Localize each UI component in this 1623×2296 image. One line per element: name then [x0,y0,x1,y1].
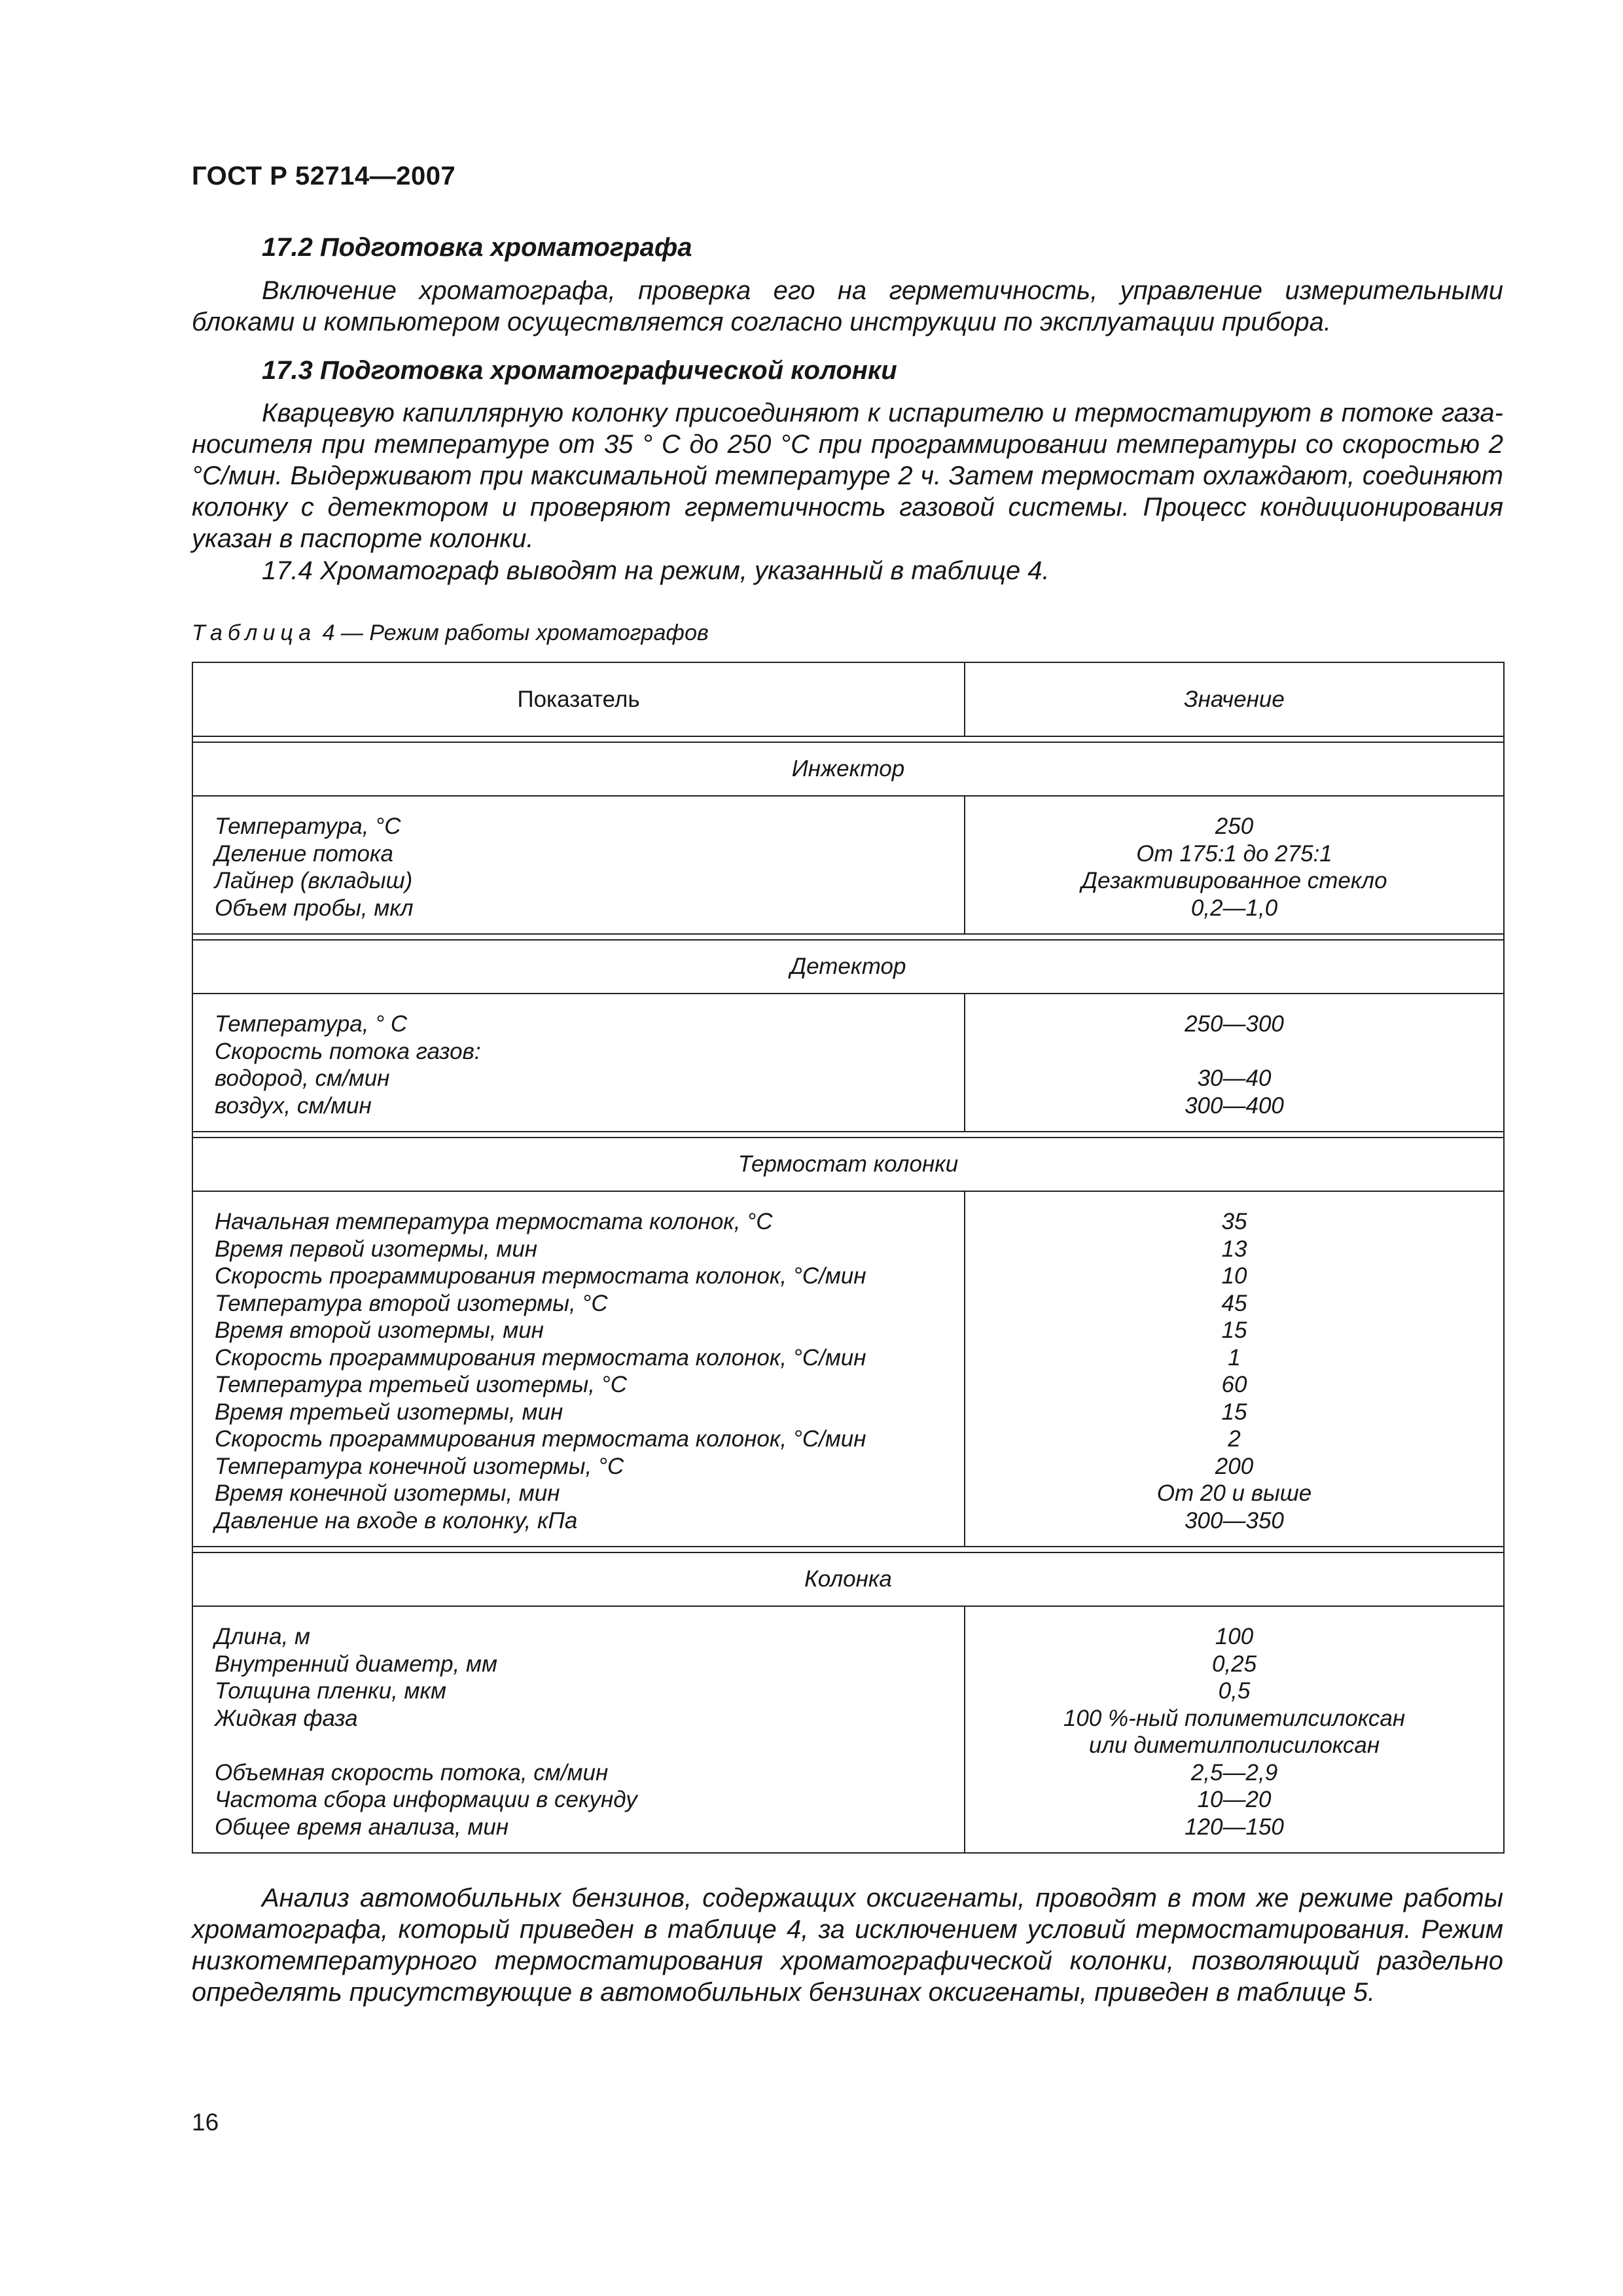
parameter-value: 0,2—1,0 [1190,895,1278,921]
section-title: Колонка [192,1552,1504,1606]
parameter-name: Температура третьей изотермы, °С [215,1372,627,1397]
section-17-4-text: 17.4 Хроматограф выводят на режим, указанный в таблице 4. [262,556,1050,585]
parameter-name: Объемная скорость потока, см/мин [215,1759,609,1785]
parameter-value: 0,5 [1218,1678,1251,1704]
parameter-value: 250—300 [1185,1011,1284,1037]
table-gap-row [192,934,1504,940]
parameter-name: воздух, см/мин [215,1092,372,1119]
document-code: ГОСТ Р 52714—2007 [192,162,456,190]
parameter-value: 250 [1215,814,1254,839]
parameter-name: Время конечной изотермы, мин [215,1480,560,1506]
parameter-name: Температура конечной изотермы, °С [215,1453,624,1479]
parameter-name: Скорость программирования термостата колонок, °С/мин [215,1344,866,1371]
parameter-name: Общее время анализа, мин [215,1814,509,1840]
parameter-name: Толщина пленки, мкм [215,1678,447,1704]
values-cell [965,1606,1504,1853]
parameter-value: 300—400 [1185,1092,1284,1119]
parameter-name [215,1732,964,1759]
parameters-cell [192,1606,965,1853]
table-caption-title: 4 — Режим работы хроматографов [316,620,709,645]
parameter-value: или диметилполисилоксан [1088,1732,1380,1758]
parameter-value: 15 [1221,1399,1247,1425]
parameter-value: 10 [1221,1263,1247,1289]
parameter-value: 30—40 [1197,1066,1272,1091]
table-section-row [192,1138,1504,1191]
parameter-value: 15 [1221,1318,1247,1343]
table-gap-row [192,1547,1504,1552]
page-number: 16 [192,2109,219,2136]
section-title: Детектор [192,940,1504,994]
parameter-name: Давление на входе в колонку, кПа [215,1507,578,1534]
parameter-value: 2,5—2,9 [1190,1759,1278,1785]
parameter-value: 300—350 [1185,1507,1284,1534]
table-section-row [192,940,1504,994]
parameter-value: 2 [1228,1426,1241,1452]
parameter-name: Объем пробы, мкл [215,895,414,921]
parameter-name: Начальная температура термостата колонок, °С [215,1209,773,1234]
parameter-value: 100 [1215,1624,1254,1649]
table-gap-cell [192,1132,1504,1138]
parameter-name: Частота сбора информации в секунду [215,1787,637,1812]
parameter-name: Скорость программирования термостата колонок, °С/мин [215,1263,866,1289]
table-section-row [192,742,1504,796]
parameter-value: 10—20 [1197,1787,1272,1812]
values-cell [965,1191,1504,1547]
parameter-name: Внутренний диаметр, мм [215,1651,497,1677]
parameter-name: Время первой изотермы, мин [215,1236,538,1262]
table-gap-cell [192,934,1504,940]
parameter-name: Температура, °С [215,814,401,839]
parameter-value: 120—150 [1185,1814,1284,1840]
parameter-name: Деление потока [215,840,394,867]
table-caption-prefix: Таблица [192,620,317,645]
values-cell [965,994,1504,1132]
section-17-2-text: Включение хроматографа, проверка его на герметичность, управление измерительными блоками и компьютером осуществляется согласно инструкции по эксплуатации прибора. [192,276,1503,336]
bottom-paragraph: Анализ автомобильных бензинов, содержащих оксигенаты, проводят в том же режиме работы хроматографа, который приведен в таблице 4, за исключением условий термостатирования. Режим низкотемпературного термостатирования хроматографической колонки, позволяющий раздельно определять присутствующие в автомобильных бензинах оксигенаты, приведен в таблице 5. [192,1884,1503,2007]
column-header-value: Значение [965,662,1504,736]
table-body [192,736,1504,1853]
parameter-value: 200 [1215,1453,1254,1479]
parameters-cell [192,796,965,934]
parameter-name: Время третьей изотермы, мин [215,1399,563,1425]
table-section-row [192,1552,1504,1606]
parameter-value: От 20 и выше [1156,1480,1312,1506]
table-gap-cell [192,736,1504,742]
section-title: Термостат колонки [192,1138,1504,1191]
parameter-name: Длина, м [215,1624,311,1649]
section-17-3-heading: 17.3 Подготовка хроматографической колонки [262,356,897,385]
table-gap-row [192,1132,1504,1138]
parameter-name: Жидкая фаза [215,1705,358,1731]
parameter-value: 45 [1221,1290,1247,1316]
table-row [192,796,1504,934]
parameter-value: 13 [1221,1236,1247,1262]
parameter-name: Время второй изотермы, мин [215,1318,544,1343]
section-17-2-heading: 17.2 Подготовка хроматографа [262,233,692,262]
parameter-name: Скорость потока газов: [215,1038,481,1064]
parameter-value: 1 [1228,1344,1241,1371]
table-row [192,1606,1504,1853]
parameter-name: Скорость программирования термостата колонок, °С/мин [215,1426,866,1452]
table-row [192,994,1504,1132]
parameter-value: 0,25 [1211,1651,1257,1677]
table-header-row [192,662,1504,736]
table-gap-row [192,736,1504,742]
section-title: Инжектор [192,742,1504,796]
parameter-name: водород, см/мин [215,1066,390,1091]
parameter-value [965,1038,1503,1066]
parameter-value: 100 %-ный полиметилсилоксан [1063,1705,1406,1731]
values-cell [965,796,1504,934]
parameter-value: 35 [1221,1209,1247,1234]
table-row [192,1191,1504,1547]
table-caption [192,620,709,646]
table-gap-cell [192,1547,1504,1552]
parameters-cell [192,994,965,1132]
parameters-cell [192,1191,965,1547]
table-4 [192,662,1505,1854]
parameter-value: 60 [1221,1372,1247,1397]
parameter-name: Температура, ° С [215,1011,408,1037]
parameter-value: Дезактивированное стекло [1081,868,1387,893]
parameter-name: Лайнер (вкладыш) [215,868,413,893]
parameter-value: От 175:1 до 275:1 [1136,840,1332,867]
column-header-indicator: Показатель [192,662,965,736]
parameter-name: Температура второй изотермы, °С [215,1290,608,1316]
section-17-3-text: Кварцевую капиллярную колонку присоединяют к испарителю и термостатируют в потоке газа-носителя при температуре от 35 ° С до 250 °С при программировании температуры со скоростью 2 °С/мин. Выдерживают при максимальной температуре 2 ч. Затем термостат охлаждают, соединяют колонку с детектором и проверяют герметичность газовой системы. Процесс кондиционирования указан в паспорте колонки. [192,399,1503,553]
